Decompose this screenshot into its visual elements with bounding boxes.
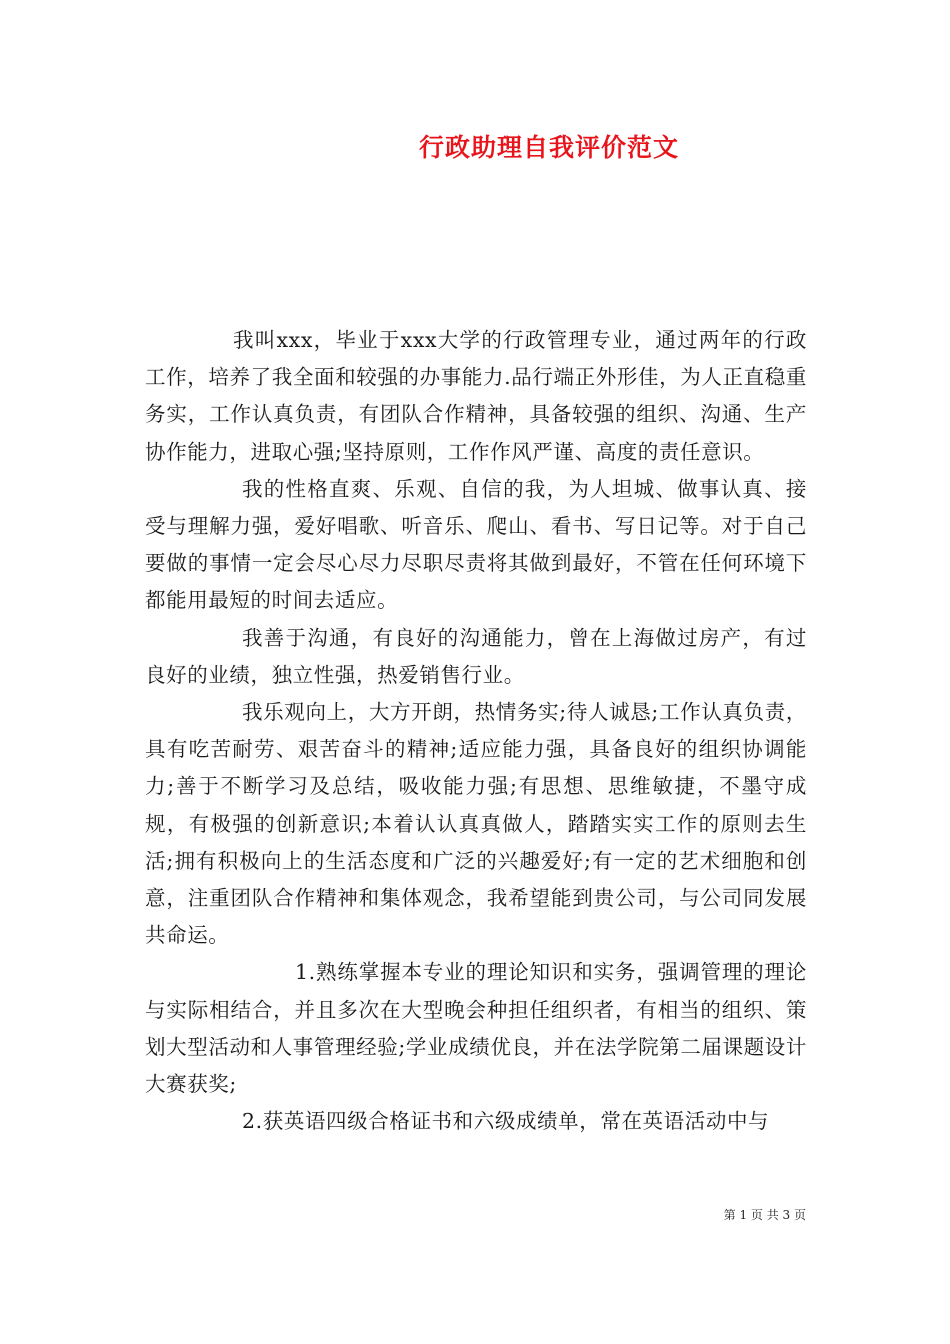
document-title: 行政助理自我评价范文 <box>418 133 679 162</box>
paragraph-6: 2.获英语四级合格证书和六级成绩单，常在英语活动中与 <box>242 1109 770 1134</box>
document-body <box>145 322 807 1140</box>
paragraph-4: 我乐观向上，大方开朗，热情务实;待人诚恳;工作认真负责，具有吃苦耐劳、艰苦奋斗的精神;适应能力强，具备良好的组织协调能力;善于不断学习及总结，吸收能力强;有思想、思维敏捷，不墨守成规，有极强的创新意识;本着认认真真做人，踏踏实实工作的原则去生活;拥有积极向上的生活态度和广泛的兴趣爱好;有一定的艺术细胞和创意，注重团队合作精神和集体观念，我希望能到贵公司，与公司同发展共命运。 <box>145 700 807 948</box>
paragraph-3: 我善于沟通，有良好的沟通能力，曾在上海做过房产，有过良好的业绩，独立性强，热爱销售行业。 <box>145 625 807 687</box>
paragraph-2: 我的性格直爽、乐观、自信的我，为人坦城、做事认真、接受与理解力强，爱好唱歌、听音乐、爬山、看书、写日记等。对于自己要做的事情一定会尽心尽力尽职尽责将其做到最好，不管在任何环境下都能用最短的时间去适应。 <box>145 476 807 613</box>
paragraph-5: 1.熟练掌握本专业的理论知识和实务，强调管理的理论与实际相结合，并且多次在大型晚会种担任组织者，有相当的组织、策划大型活动和人事管理经验;学业成绩优良，并在法学院第二届课题设计大赛获奖; <box>145 960 807 1097</box>
paragraph-1: 我叫xxx，毕业于xxx大学的行政管理专业，通过两年的行政工作，培养了我全面和较强的办事能力.品行端正外形佳，为人正直稳重务实，工作认真负责，有团队合作精神，具备较强的组织、沟通、生产协作能力，进取心强;坚持原则，工作作风严谨、高度的责任意识。 <box>145 328 807 464</box>
page-number-footer: 第 1 页 共 3 页 <box>723 1208 806 1222</box>
